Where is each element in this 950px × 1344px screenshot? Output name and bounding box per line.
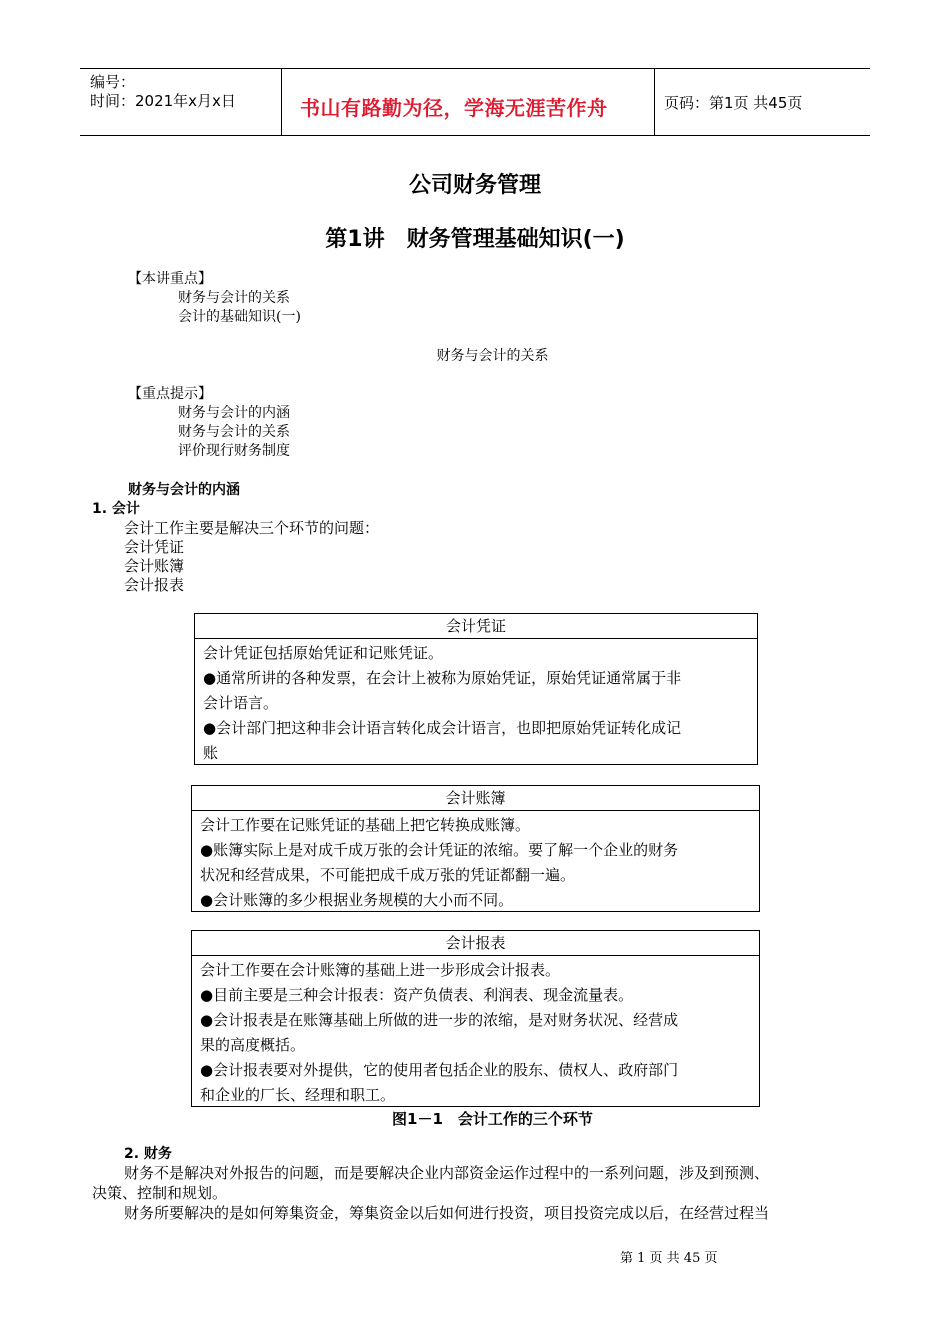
accounting-item: 会计报表	[124, 576, 185, 594]
ledger-box-line: ●账簿实际上是对成千成万张的会计凭证的浓缩。要了解一个企业的财务	[200, 841, 679, 859]
motto-text: 书山有路勤为径，学海无涯苦作舟	[300, 96, 608, 120]
hints-heading: 【重点提示】	[128, 386, 212, 402]
accounting-heading: 1. 会计	[92, 501, 140, 517]
voucher-box-line: 账	[203, 744, 219, 762]
header-divider-left	[281, 68, 282, 135]
header-divider-right	[654, 68, 655, 135]
document-title: 公司财务管理	[408, 173, 541, 198]
finance-heading: 2. 财务	[124, 1146, 172, 1162]
report-box-line: ●会计报表要对外提供，它的使用者包括企业的股东、债权人、政府部门	[200, 1061, 679, 1079]
header-top-border	[80, 68, 870, 69]
accounting-item: 会计账簿	[124, 557, 185, 575]
lecture-title: 第1讲 财务管理基础知识(一)	[325, 227, 625, 252]
page-info: 页码：第1页 共45页	[664, 94, 803, 112]
report-box	[191, 930, 760, 1107]
doc-number-label: 编号：	[90, 73, 136, 91]
voucher-box-line: ●通常所讲的各种发票，在会计上被称为原始凭证，原始凭证通常属于非	[203, 669, 682, 687]
report-box-line: 和企业的厂长、经理和职工。	[200, 1086, 396, 1104]
voucher-box-line: 会计凭证包括原始凭证和记账凭证。	[203, 644, 444, 662]
hint-item: 财务与会计的内涵	[178, 405, 290, 421]
key-points-heading: 【本讲重点】	[128, 271, 212, 287]
hint-item: 财务与会计的关系	[178, 424, 290, 440]
report-box-line: 会计工作要在会计账簿的基础上进一步形成会计报表。	[200, 961, 561, 979]
accounting-item: 会计凭证	[124, 538, 185, 556]
report-box-line: ●目前主要是三种会计报表：资产负债表、利润表、现金流量表。	[200, 986, 634, 1004]
page-footer: 第 1 页 共 45 页	[620, 1251, 718, 1266]
ledger-box-line: 状况和经营成果，不可能把成千成万张的凭证都翻一遍。	[200, 866, 576, 884]
figure-caption: 图1－1 会计工作的三个环节	[392, 1110, 593, 1128]
date-line: 时间：2021年x月x日	[90, 92, 236, 110]
hint-item: 评价现行财务制度	[178, 443, 290, 459]
key-point-item: 财务与会计的关系	[178, 290, 290, 306]
report-box-title: 会计报表	[192, 931, 759, 956]
header-bottom-border	[80, 135, 870, 136]
sub-heading: 财务与会计的内涵	[128, 482, 240, 498]
ledger-box-line: ●会计账簿的多少根据业务规模的大小而不同。	[200, 891, 514, 909]
voucher-box-title: 会计凭证	[195, 614, 757, 639]
finance-paragraph-1-line-1: 财务不是解决对外报告的问题，而是要解决企业内部资金运作过程中的一系列问题，涉及到预测、	[124, 1164, 770, 1182]
report-box-line: 果的高度概括。	[200, 1036, 306, 1054]
voucher-box-line: ●会计部门把这种非会计语言转化成会计语言，也即把原始凭证转化成记	[203, 719, 682, 737]
accounting-intro: 会计工作主要是解决三个环节的问题：	[124, 519, 380, 537]
voucher-box-line: 会计语言。	[203, 694, 279, 712]
section-title: 财务与会计的关系	[436, 348, 549, 364]
report-box-line: ●会计报表是在账簿基础上所做的进一步的浓缩，是对财务状况、经营成	[200, 1011, 679, 1029]
voucher-box	[194, 613, 758, 765]
ledger-box	[191, 785, 760, 912]
key-point-item: 会计的基础知识(一)	[178, 309, 301, 325]
ledger-box-title: 会计账簿	[192, 786, 759, 811]
ledger-box-line: 会计工作要在记账凭证的基础上把它转换成账簿。	[200, 816, 531, 834]
finance-paragraph-2-line-1: 财务所要解决的是如何筹集资金，筹集资金以后如何进行投资，项目投资完成以后，在经营过程当	[124, 1204, 770, 1222]
finance-paragraph-1-line-2: 决策、控制和规划。	[92, 1184, 228, 1202]
